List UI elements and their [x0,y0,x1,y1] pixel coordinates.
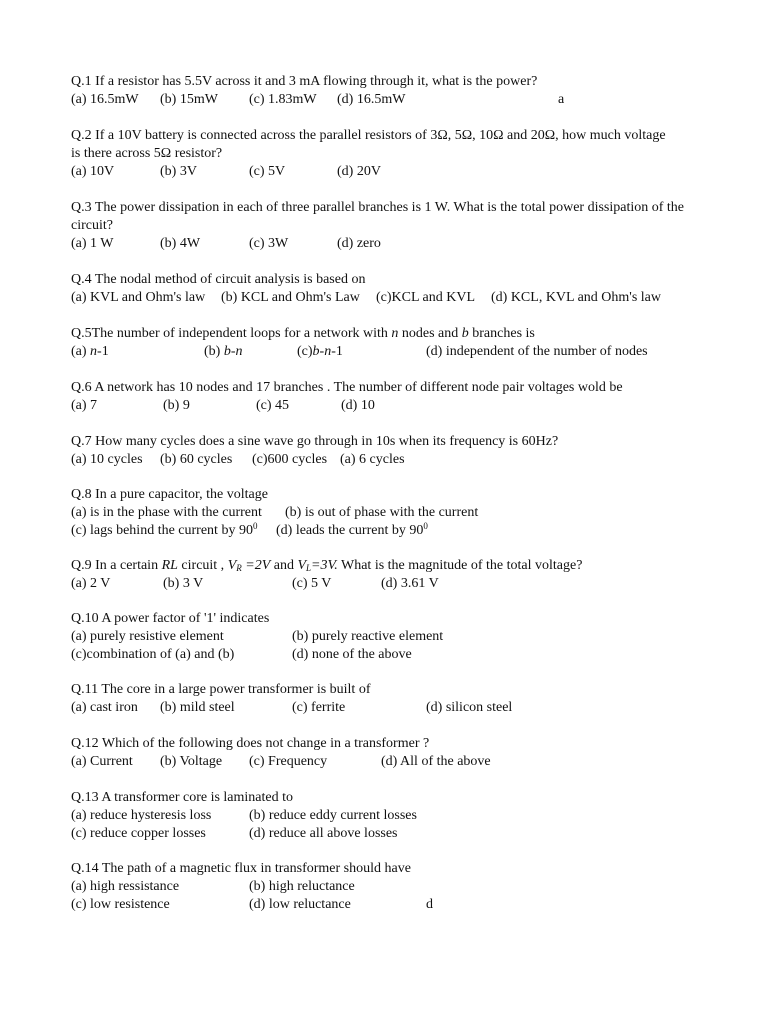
option-b: (b) 60 cycles [160,452,233,467]
option-a: (a) is in the phase with the current [71,505,262,520]
option-c: (c)KCL and KVL [376,290,476,305]
option-a: (a) 1 W [71,236,114,251]
option-b: (b) 15mW [160,92,218,107]
option-b: (b) KCL and Ohm's Law [221,290,360,305]
option-a: (a) Current [71,754,133,769]
option-d: (d) independent of the number of nodes [426,344,648,359]
question-10 [71,610,711,664]
option-d: (d) leads the current by $90^0$ [276,521,428,538]
question-stem: Q.7 How many cycles does a sine wave go through in 10s when its frequency is 60Hz? [71,434,559,449]
question-stem: Q.12 Which of the following does not change in a transformer ? [71,736,430,751]
options-row [71,163,711,181]
stem-text: nodes and [398,326,462,341]
option-c: (c)b-n-1 [297,344,343,359]
option-c: (c) 5V [249,164,286,179]
option-c: (c) 45 [256,398,290,413]
option-c: (c) 1.83mW [249,92,317,107]
option-d: (d) none of the above [292,647,412,662]
question-11 [71,681,711,717]
option-d: (d) 20V [337,164,381,179]
question-stem: Q.10 A power factor of '1' indicates [71,611,270,626]
question-8 [71,486,711,540]
option-d: (d) reduce all above losses [249,826,398,841]
answer-mark: a [558,92,565,107]
options-row [71,699,711,717]
answer-mark: d [426,897,433,912]
question-2 [71,127,711,181]
option-a: (a) 10V [71,164,115,179]
option-b: (b) reduce eddy current losses [249,808,417,823]
options-row [71,397,711,415]
question-stem: Q.3 The power dissipation in each of three parallel branches is 1 W. What is the total power dissipation of the circuit? [71,200,684,233]
options-row [71,343,711,361]
stem-var-b: b [461,326,469,341]
option-b: (b) Voltage [160,754,223,769]
option-a: (a) 16.5mW [71,92,139,107]
options-row [71,628,711,646]
options-row [71,451,711,469]
question-12 [71,735,711,771]
option-a: (a) cast iron [71,700,138,715]
option-d: (d) silicon steel [426,700,513,715]
option-b: (b) 3V [160,164,197,179]
option-d: (d) All of the above [381,754,491,769]
option-a: (a) purely resistive element [71,629,224,644]
question-13 [71,789,711,843]
question-stem: Q.6 A network has 10 nodes and 17 branches . The number of different node pair voltages wold be [71,380,623,395]
option-c: (c) lags behind the current by $90^0$ [71,521,258,538]
options-row [71,289,711,307]
option-c: (c) reduce copper losses [71,826,206,841]
option-b: (b) b-n [204,344,243,359]
options-row [71,504,711,522]
stem-text: branches is [468,326,535,341]
option-a: (a) 10 cycles [71,452,143,467]
question-stem: Q.8 In a pure capacitor, the voltage [71,487,268,502]
option-a: (a) 7 [71,398,98,413]
question-5 [71,325,711,361]
options-row [71,575,711,593]
options-row [71,91,711,109]
option-c: (c)600 cycles [252,452,328,467]
option-b: (b) high reluctance [249,879,355,894]
option-a: (a) n-1 [71,344,109,359]
question-stem: Q.14 The path of a magnetic flux in transformer should have [71,861,411,876]
options-row [71,896,711,914]
question-stem: Q.2 If a 10V battery is connected across the parallel resistors of 3Ω, 5Ω, 10Ω and 20Ω, how much voltage is there across 5Ω resistor? [71,128,666,161]
options-row [71,878,711,896]
question-9 [71,557,711,593]
option-b: (b) purely reactive element [292,629,444,644]
options-row [71,825,711,843]
stem-var-n: n [391,326,399,341]
option-c: (c) 3W [249,236,289,251]
option-a: (a) 2 V [71,576,111,591]
option-c: (c) low resistence [71,897,170,912]
question-7 [71,433,711,469]
question-stem: Q.9 In a certain RL circuit , $V_R =2V$ and $V_L=3V$. What is the magnitude of the total voltage? [71,558,583,573]
option-c: (c) ferrite [292,700,346,715]
option-d: (d) low reluctance [249,897,351,912]
options-row [71,522,711,540]
stem-var-rl: RL [161,558,178,573]
question-stem: Q.4 The nodal method of circuit analysis is based on [71,272,366,287]
option-b: (b) is out of phase with the current [285,505,479,520]
option-c: (c)combination of (a) and (b) [71,647,235,662]
question-3 [71,199,711,253]
option-b: (b) 4W [160,236,201,251]
question-stem: Q.1 If a resistor has 5.5V across it and 3 mA flowing through it, what is the power? [71,74,538,89]
option-a: (a) high ressistance [71,879,180,894]
option-d: (d) zero [337,236,381,251]
stem-text: Q.5The number of independent loops for a network with [71,326,392,341]
option-a: (a) KVL and Ohm's law [71,290,206,305]
options-row [71,807,711,825]
question-stem: Q.11 The core in a large power transformer is built of [71,682,371,697]
option-b: (b) 9 [163,398,190,413]
option-d: (d) KCL, KVL and Ohm's law [491,290,661,305]
option-b: (b) mild steel [160,700,235,715]
option-d: (d) 10 [341,398,375,413]
option-b: (b) 3 V [163,576,204,591]
option-a: (a) reduce hysteresis loss [71,808,212,823]
question-14 [71,860,711,914]
option-d: (d) 16.5mW [337,92,406,107]
question-1 [71,73,711,109]
question-stem [71,325,711,343]
options-row [71,753,711,771]
option-c: (c) Frequency [249,754,328,769]
option-d: (a) 6 cycles [340,452,405,467]
question-stem: Q.13 A transformer core is laminated to [71,790,293,805]
option-d: (d) 3.61 V [381,576,439,591]
question-6 [71,379,711,415]
options-row [71,646,711,664]
question-4 [71,271,711,307]
options-row [71,235,711,253]
option-c: (c) 5 V [292,576,332,591]
